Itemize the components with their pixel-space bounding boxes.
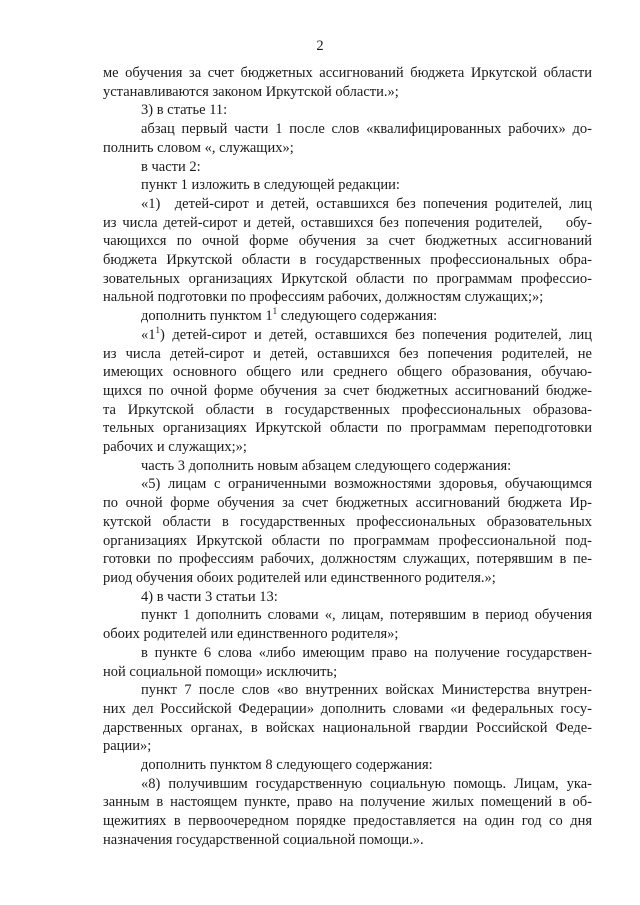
superscript: 1 xyxy=(155,325,160,335)
text-line: организациях Иркутской области по программам профессиональной под- xyxy=(103,532,592,549)
page-number: 2 xyxy=(316,38,324,54)
text-line: «1) детей-сирот и детей, оставшихся без попечения родителей, лиц xyxy=(141,195,592,212)
text-line: ной социальной помощи» исключить; xyxy=(103,663,338,680)
text-line: пункт 1 дополнить словами «, лицам, потерявшим в период обучения xyxy=(141,607,592,624)
text-line: щежитиях в первоочередном порядке предоставляется на один год со дня xyxy=(103,813,592,830)
text-line: часть 3 дополнить новым абзацем следующего содержания: xyxy=(141,457,512,474)
text-line: устанавливаются законом Иркутской области.»; xyxy=(103,83,399,100)
text-line: 3) в статье 11: xyxy=(141,102,228,119)
text-fragment: дополнить пунктом 1 xyxy=(141,308,273,325)
text-fragment: следующего содержания: xyxy=(277,308,438,325)
text-line: дополнить пунктом 8 следующего содержания: xyxy=(141,757,433,774)
text-line: зовательных организациях Иркутской области по программам профессио- xyxy=(103,270,592,287)
text-line: в пункте 6 слова «либо имеющим право на получение государствен- xyxy=(141,644,592,661)
text-line xyxy=(103,326,592,345)
text-line: в части 2: xyxy=(141,158,201,175)
text-line: та Иркутской области в государственных профессиональных образова- xyxy=(103,401,592,418)
text-line: рабочих и служащих;»; xyxy=(103,439,247,456)
text-line: риод обучения обоих родителей или единственного родителя.»; xyxy=(103,569,496,586)
text-line: «5) лицам с ограниченными возможностями здоровья, обучающимся xyxy=(141,476,592,493)
text-line: щихся по очной форме обучения за счет бюджетных ассигнований бюдже- xyxy=(103,382,592,399)
text-line: чающихся по очной форме обучения за счет бюджетных ассигнований xyxy=(103,233,592,250)
text-line: обоих родителей или единственного родителя»; xyxy=(103,626,399,643)
text-line: имеющих основного общего или среднего общего образования, обучаю- xyxy=(103,364,592,381)
text-line: 4) в части 3 статьи 13: xyxy=(141,588,278,605)
text-line: рации»; xyxy=(103,738,152,755)
text-line: бюджета Иркутской области в государственных профессиональных обра- xyxy=(103,252,592,269)
text-line: кутской области в государственных профессиональных образовательных xyxy=(103,513,592,530)
text-line: дарственных органах, в войсках национальной гвардии Российской Феде- xyxy=(103,719,592,736)
text-line: по очной форме обучения за счет бюджетных ассигнований бюджета Ир- xyxy=(103,495,592,512)
superscript: 1 xyxy=(272,307,278,317)
text-line: ме обучения за счет бюджетных ассигнований бюджета Иркутской области xyxy=(103,65,592,81)
text-line: полнить словом «, служащих»; xyxy=(103,139,294,156)
text-line: нальной подготовки по профессиям рабочих, должностям служащих;»; xyxy=(103,289,544,306)
text-line: готовки по профессиям рабочих, должностям служащих, потерявшим в пе- xyxy=(103,551,592,568)
text-line: из числа детей-сирот и детей, оставшихся без попечения родителей, обу- xyxy=(103,214,592,231)
text-line: пункт 1 изложить в следующей редакции: xyxy=(141,177,400,194)
text-line xyxy=(103,307,592,326)
text-line: назначения государственной социальной помощи.». xyxy=(103,831,424,848)
text-line: из числа детей-сирот и детей, оставшихся без попечения родителей, не xyxy=(103,345,592,362)
text-line: них дел Российской Федерации» дополнить словами «и федеральных госу- xyxy=(103,700,592,717)
text-line: тельных организациях Иркутской области по программам переподготовки xyxy=(103,420,592,437)
text-fragment: «1 xyxy=(141,326,156,343)
text-line: пункт 7 после слов «во внутренних войсках Министерства внутрен- xyxy=(141,682,592,699)
text-line: занным в настоящем пункте, право на получение жилых помещений в об- xyxy=(103,794,592,811)
text-fragment: ) детей-сирот и детей, оставшихся без попечения родителей, лиц xyxy=(160,326,592,343)
text-line: «8) получившим государственную социальную помощь. Лицам, ука- xyxy=(141,775,592,792)
text-line: абзац первый части 1 после слов «квалифицированных рабочих» до- xyxy=(141,121,592,138)
document-body xyxy=(103,64,592,850)
